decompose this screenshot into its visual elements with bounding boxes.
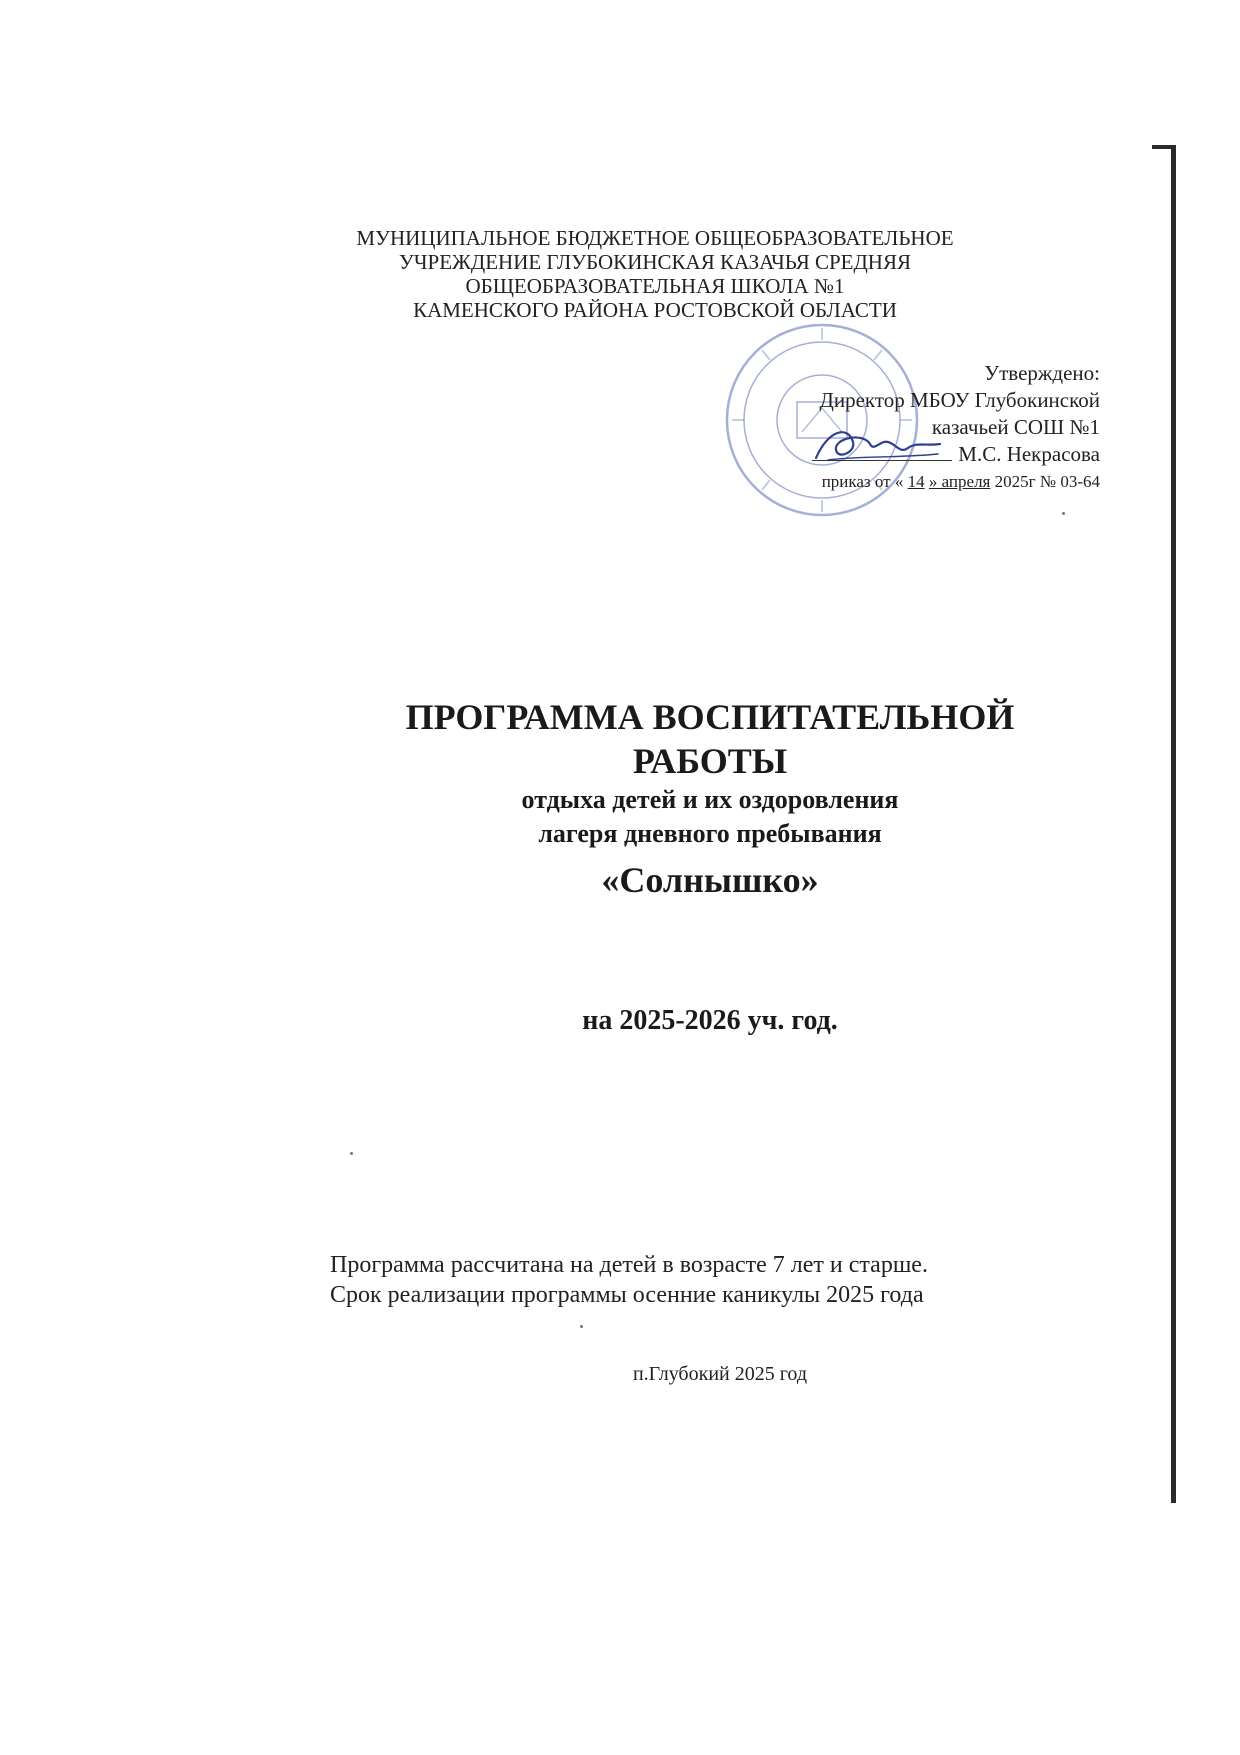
term-line: Срок реализации программы осенние каникулы 2025 года bbox=[330, 1282, 924, 1308]
scan-border-tick bbox=[1152, 145, 1176, 149]
academic-year: на 2025-2026 уч. год. bbox=[582, 1005, 838, 1036]
organization-header bbox=[330, 226, 980, 322]
age-range-line: Программа рассчитана на детей в возрасте 7 лет и старше. bbox=[330, 1252, 928, 1278]
order-prefix: приказ от « bbox=[821, 472, 904, 491]
document-title bbox=[340, 695, 1080, 905]
approval-block bbox=[812, 360, 1100, 495]
title-line-1: ПРОГРАММА ВОСПИТАТЕЛЬНОЙ bbox=[405, 697, 1015, 737]
director-name: М.С. Некрасова bbox=[958, 442, 1100, 466]
director-signature-line bbox=[812, 441, 1100, 468]
scan-speck bbox=[580, 1325, 583, 1328]
order-number: 2025г № 03-64 bbox=[994, 472, 1100, 491]
title-line-2: РАБОТЫ bbox=[632, 741, 788, 781]
scan-border-line bbox=[1171, 145, 1176, 1503]
order-month: » апреля bbox=[928, 472, 991, 491]
scan-speck bbox=[1062, 512, 1065, 515]
place-and-year: п.Глубокий 2025 год bbox=[632, 1363, 808, 1385]
order-line bbox=[812, 468, 1100, 495]
org-line-1: МУНИЦИПАЛЬНОЕ БЮДЖЕТНОЕ ОБЩЕОБРАЗОВАТЕЛЬНОЕ bbox=[356, 226, 954, 250]
org-line-2: УЧРЕЖДЕНИЕ ГЛУБОКИНСКАЯ КАЗАЧЬЯ СРЕДНЯЯ bbox=[399, 250, 911, 274]
approved-label: Утверждено: bbox=[984, 361, 1100, 385]
program-info bbox=[330, 1250, 1010, 1310]
signature-underline bbox=[812, 442, 952, 461]
org-line-4: КАМЕНСКОГО РАЙОНА РОСТОВСКОЙ ОБЛАСТИ bbox=[413, 298, 897, 322]
title-line-3: отдыха детей и их оздоровления bbox=[521, 785, 899, 814]
scan-speck bbox=[350, 1152, 353, 1155]
order-day: 14 bbox=[907, 472, 925, 491]
camp-name: «Солнышко» bbox=[601, 860, 819, 900]
org-line-3: ОБЩЕОБРАЗОВАТЕЛЬНАЯ ШКОЛА №1 bbox=[465, 274, 845, 298]
title-line-4: лагеря дневного пребывания bbox=[538, 819, 882, 848]
director-position: Директор МБОУ Глубокинской bbox=[819, 388, 1100, 412]
school-short-name: казачьей СОШ №1 bbox=[931, 415, 1100, 439]
